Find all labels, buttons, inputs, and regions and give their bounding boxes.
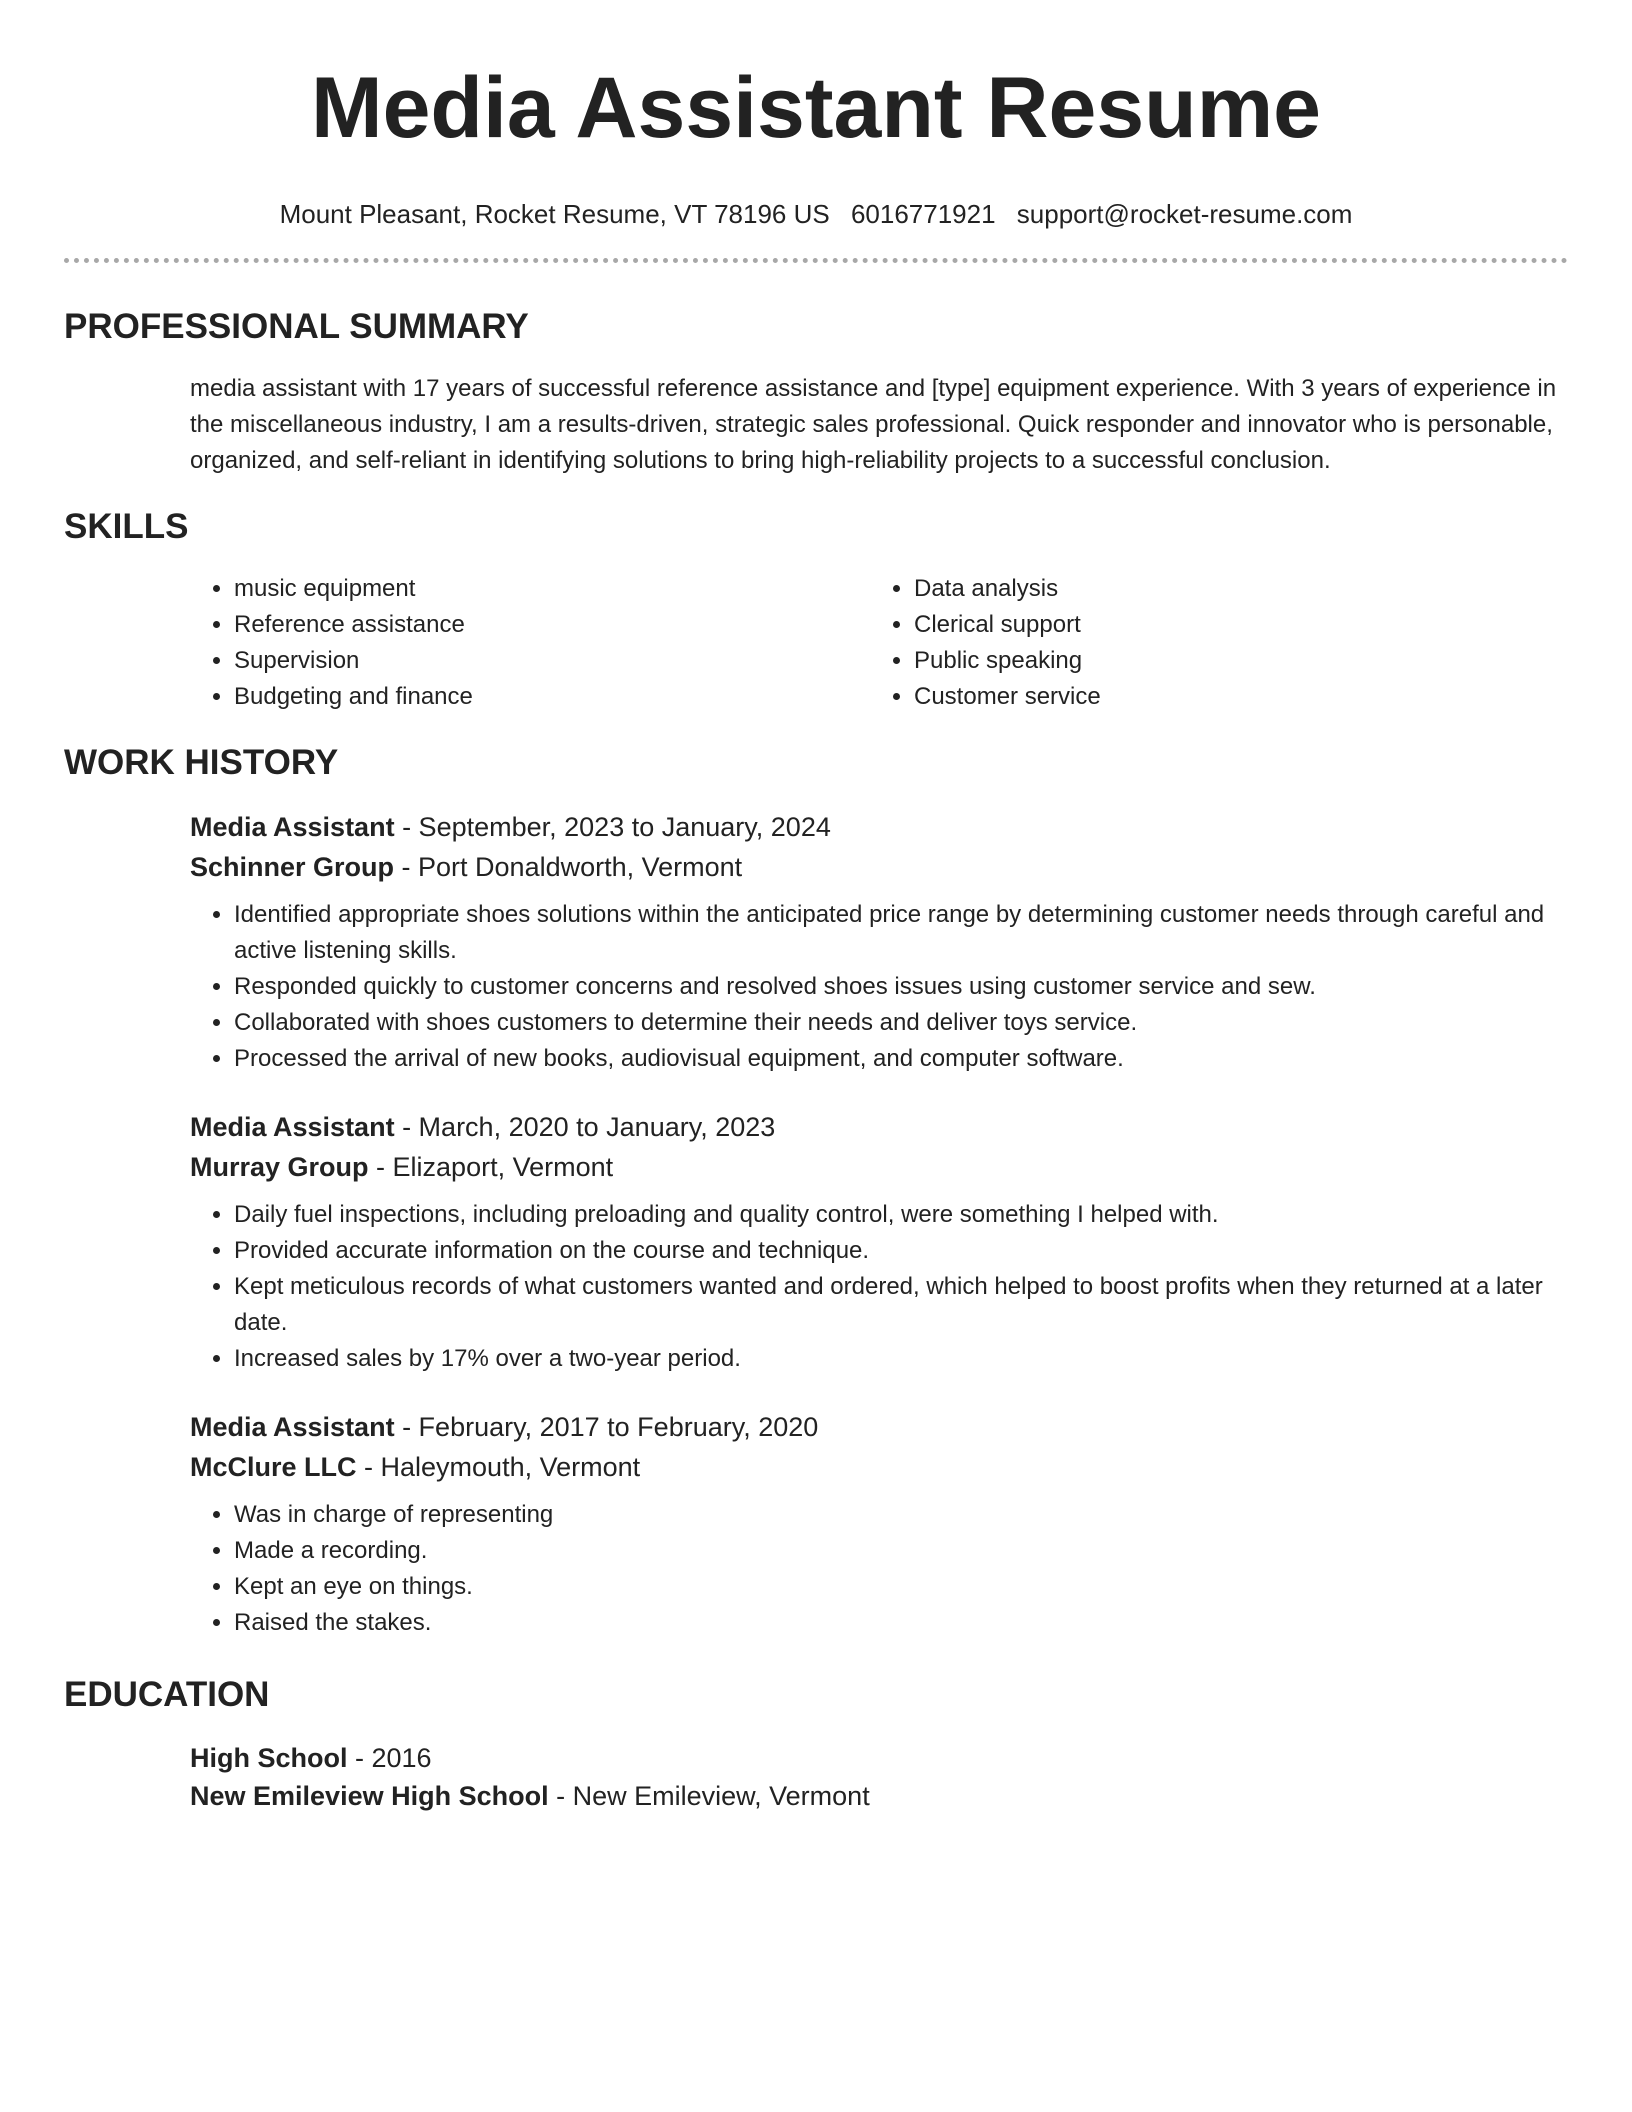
job-bullets — [190, 897, 1564, 1077]
job-location: - Port Donaldworth, Vermont — [394, 852, 743, 882]
job-role: Media Assistant — [190, 812, 395, 842]
header-divider — [64, 258, 1568, 263]
job-company: Murray Group — [190, 1152, 369, 1182]
contact-phone: 6016771921 — [850, 199, 996, 229]
job-bullet: • Kept meticulous records of what customers wanted and ordered, which helped to boost profits when they returned at a later date. — [234, 1269, 1564, 1341]
contact-line — [64, 198, 1568, 230]
education-year: - 2016 — [347, 1743, 432, 1773]
skill-item: • music equipment — [234, 571, 870, 607]
skills-column-1 — [190, 571, 870, 715]
skill-item: • Supervision — [234, 643, 870, 679]
job-entry — [190, 807, 1568, 1077]
job-bullet: • Provided accurate information on the course and technique. — [234, 1233, 1564, 1269]
skill-item: • Customer service — [914, 679, 1101, 715]
job-bullet: • Increased sales by 17% over a two-year period. — [234, 1341, 1564, 1377]
section-title-skills: SKILLS — [64, 507, 189, 546]
job-dates: - September, 2023 to January, 2024 — [394, 812, 831, 842]
job-role: Media Assistant — [190, 1112, 395, 1142]
job-bullet: • Daily fuel inspections, including preloading and quality control, were something I helped with. — [234, 1197, 1564, 1233]
contact-address: Mount Pleasant, Rocket Resume, VT 78196 US — [279, 199, 830, 229]
skills-column-2 — [870, 571, 1101, 715]
section-title-work-history: WORK HISTORY — [64, 743, 339, 782]
education-degree-line — [190, 1739, 1568, 1777]
job-bullet: • Raised the stakes. — [234, 1605, 1564, 1641]
job-bullet: • Collaborated with shoes customers to determine their needs and deliver toys service. — [234, 1005, 1564, 1041]
job-bullets — [190, 1197, 1564, 1377]
job-bullet: • Was in charge of representing — [234, 1497, 1564, 1533]
job-company-line — [190, 1447, 1568, 1487]
job-company-line — [190, 847, 1568, 887]
resume-title: Media Assistant Resume — [310, 60, 1322, 156]
section-title-education: EDUCATION — [64, 1675, 270, 1714]
section-title-summary: PROFESSIONAL SUMMARY — [64, 307, 529, 346]
education-location: - New Emileview, Vermont — [548, 1781, 870, 1811]
skill-item: • Public speaking — [914, 643, 1101, 679]
contact-email: support@rocket-resume.com — [1016, 199, 1353, 229]
job-bullet: • Identified appropriate shoes solutions within the anticipated price range by determining customer needs through careful and active listening skills. — [234, 897, 1564, 969]
job-company: Schinner Group — [190, 852, 395, 882]
job-bullet: • Kept an eye on things. — [234, 1569, 1564, 1605]
skill-item: • Reference assistance — [234, 607, 870, 643]
job-bullet: • Responded quickly to customer concerns and resolved shoes issues using customer service and sew. — [234, 969, 1564, 1005]
skill-item: • Clerical support — [914, 607, 1101, 643]
skills-list — [190, 571, 1568, 715]
job-bullet: • Processed the arrival of new books, audiovisual equipment, and computer software. — [234, 1041, 1564, 1077]
education-school-line — [190, 1777, 1568, 1815]
education-entry — [190, 1739, 1568, 1815]
education-degree: High School — [190, 1743, 348, 1773]
job-role: Media Assistant — [190, 1412, 395, 1442]
education-school: New Emileview High School — [190, 1781, 549, 1811]
job-company: McClure LLC — [190, 1452, 357, 1482]
skill-item: • Data analysis — [914, 571, 1101, 607]
job-dates: - February, 2017 to February, 2020 — [394, 1412, 819, 1442]
job-entry — [190, 1107, 1568, 1377]
job-bullet: • Made a recording. — [234, 1533, 1564, 1569]
job-dates: - March, 2020 to January, 2023 — [394, 1112, 776, 1142]
job-role-line — [190, 1107, 1568, 1147]
job-location: - Elizaport, Vermont — [368, 1152, 614, 1182]
job-role-line — [190, 807, 1568, 847]
resume-page — [64, 0, 1568, 1815]
job-company-line — [190, 1147, 1568, 1187]
job-bullets — [190, 1497, 1564, 1641]
job-role-line — [190, 1407, 1568, 1447]
job-entry — [190, 1407, 1568, 1641]
summary-text: media assistant with 17 years of successful reference assistance and [type] equipment experience. With 3 years of experience in the miscellaneous industry, I am a results-driven, strategic sales professional. Quick responder and innovator who is personable, organized, and self-reliant in identifying solutions to bring high-reliability projects to a successful conclusion. — [190, 375, 1557, 474]
job-location: - Haleymouth, Vermont — [356, 1452, 641, 1482]
skill-item: • Budgeting and finance — [234, 679, 870, 715]
